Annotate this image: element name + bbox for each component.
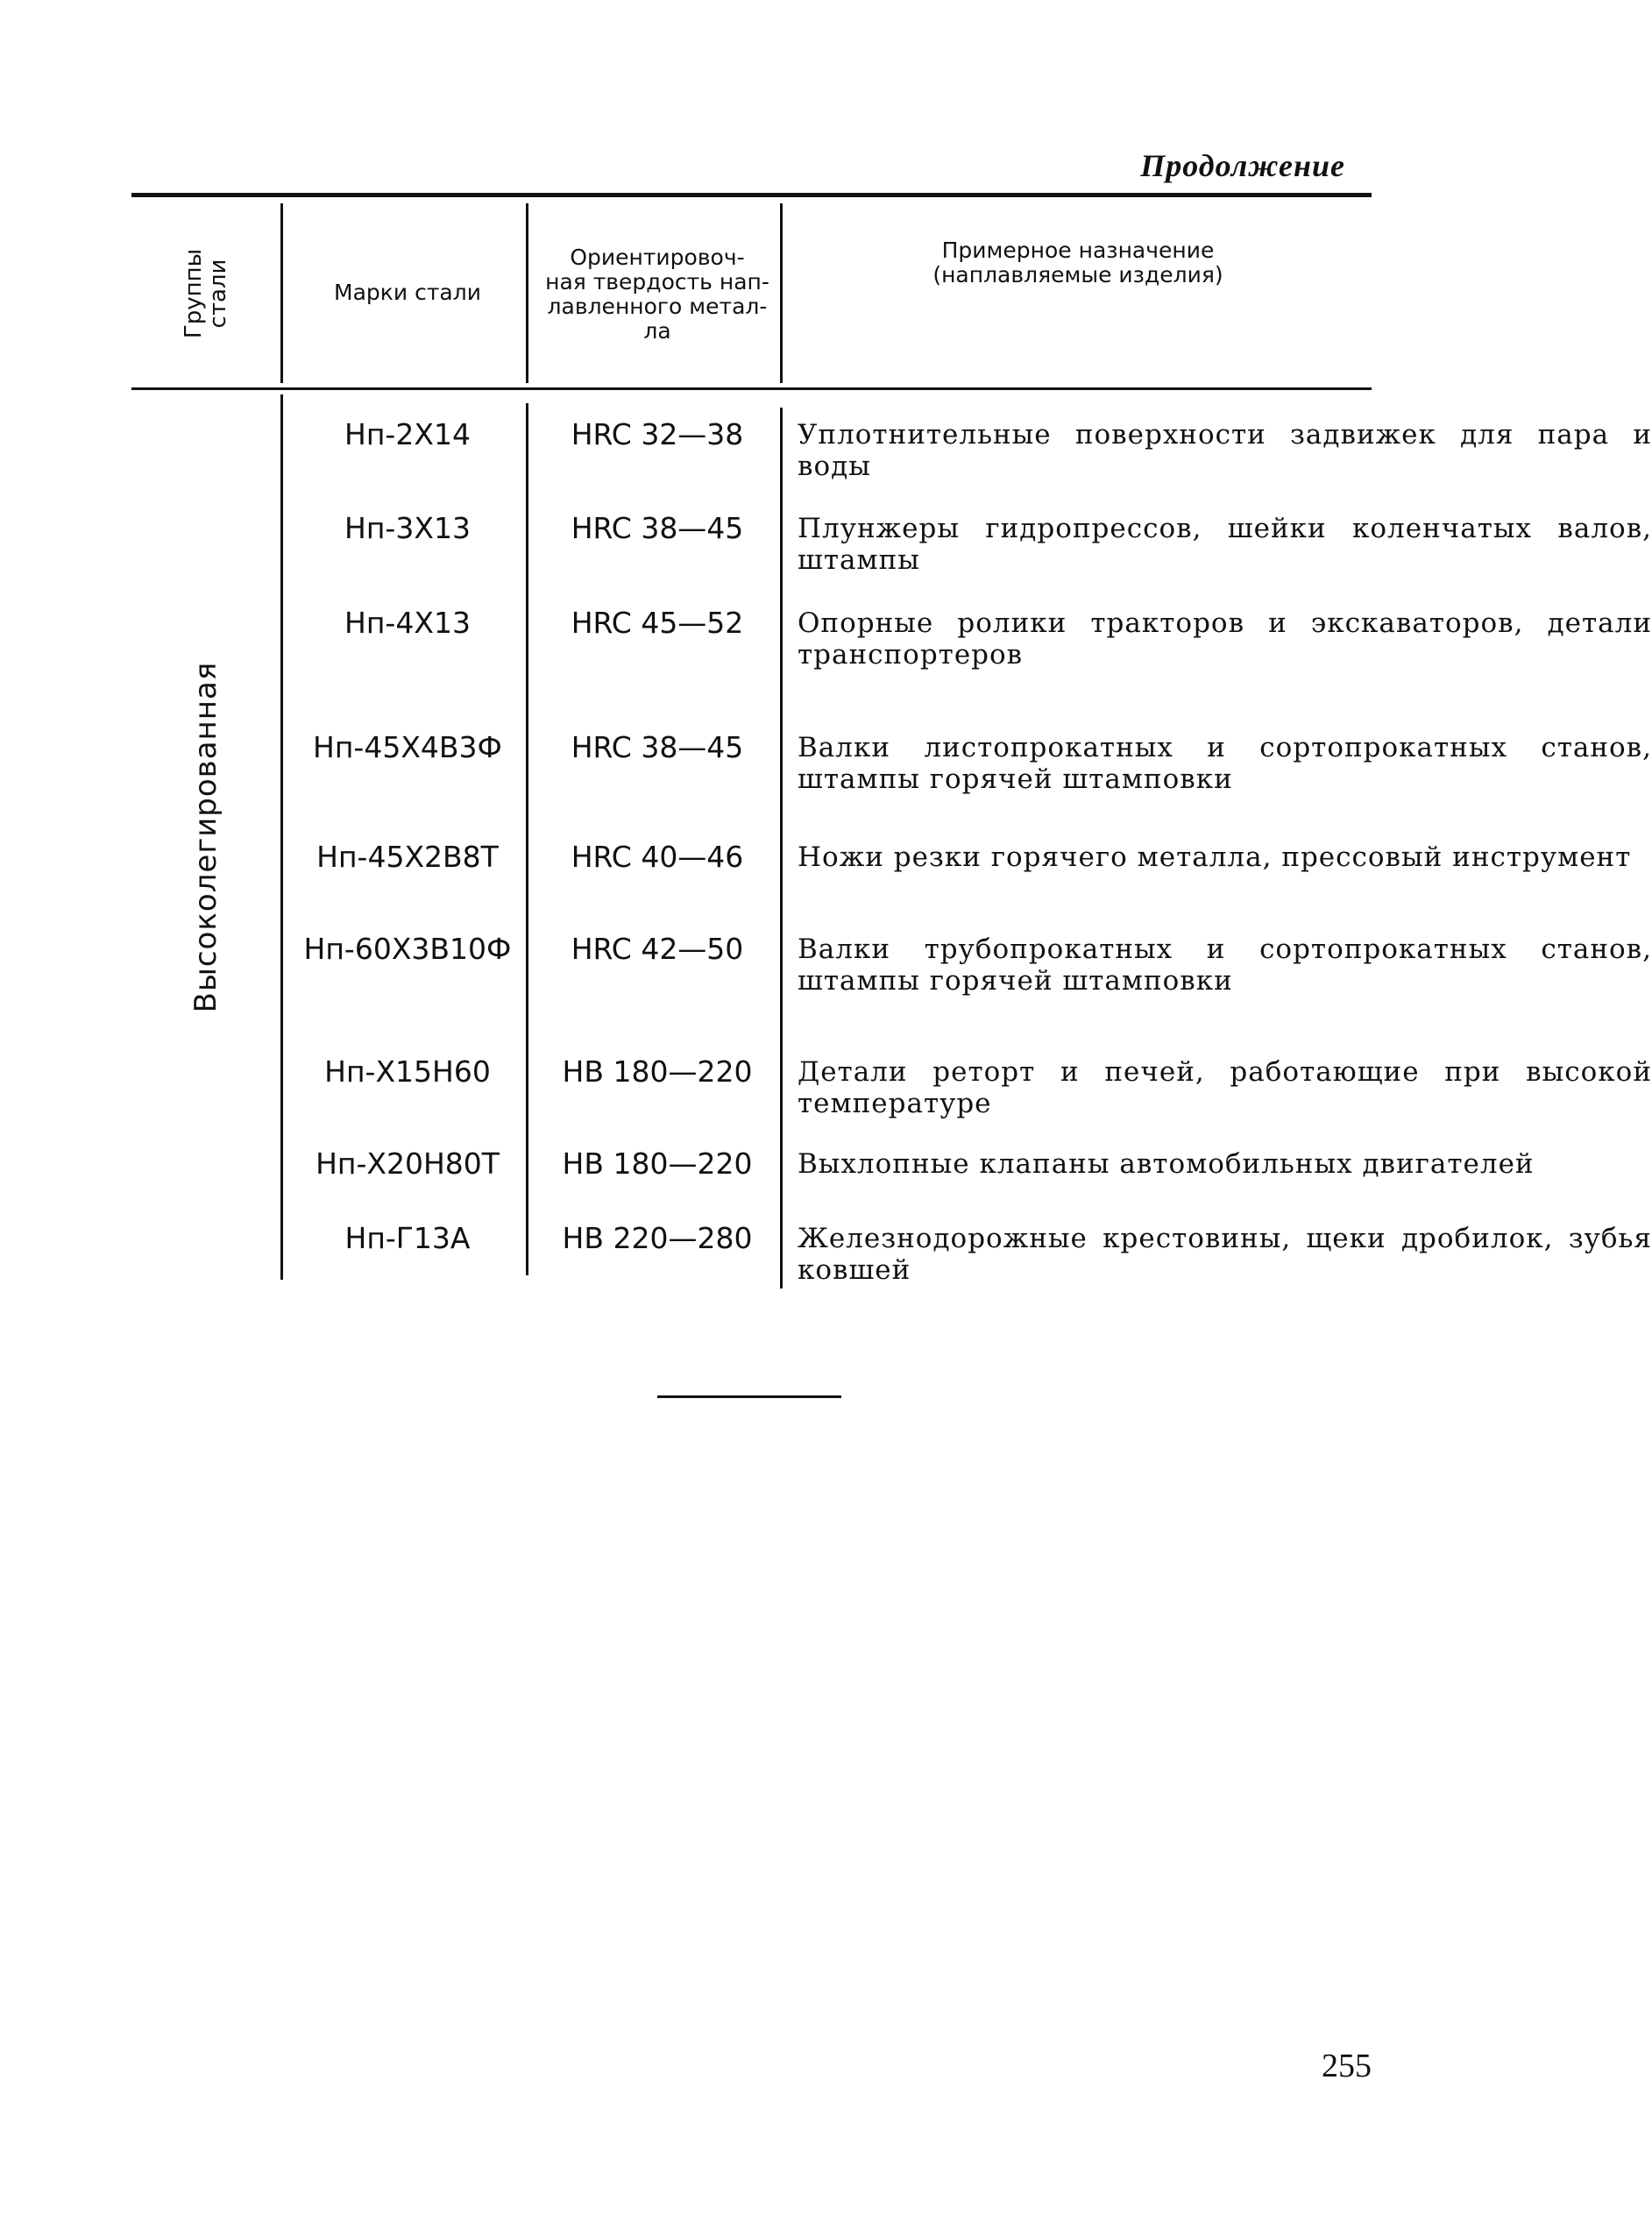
section-end-rule [657, 1395, 841, 1398]
hardness-value: HB 180—220 [562, 1146, 753, 1181]
table-top-rule [131, 193, 1372, 197]
hardness-value: HRC 40—46 [571, 840, 744, 874]
header-hardness-label: Ориентировоч- ная твердость нап- лавленного метал- ла [545, 245, 769, 344]
continuation-label: Продолжение [1140, 148, 1345, 183]
steel-mark: Нп-Х15Н60 [324, 1054, 491, 1089]
hardness-value: HRC 32—38 [571, 417, 744, 451]
group-cell [131, 394, 280, 1280]
header-group-cell [131, 202, 280, 386]
page-number: 255 [1322, 2048, 1372, 2084]
header-col-divider-1 [280, 203, 283, 383]
header-group-label: Группы стали [181, 248, 231, 339]
purpose-text: Валки листопрокатных и сортопрокатных станов, штампы горячей штамповки [798, 732, 1652, 795]
header-bottom-rule [131, 387, 1372, 390]
purpose-text: Ножи резки горячего металла, прессовый инструмент [798, 841, 1632, 873]
steel-mark: Нп-Х20Н80Т [316, 1146, 500, 1181]
hardness-value: HRC 45—52 [571, 606, 744, 640]
header-purpose-label: Примерное назначение (наплавляемые изделия) [932, 238, 1223, 287]
body-col-divider-1 [280, 394, 283, 1280]
header-mark-label: Марки стали [334, 280, 481, 305]
steel-mark: Нп-Г13А [344, 1221, 471, 1255]
purpose-text: Железнодорожные крестовины, щеки дробилок, зубья ковшей [798, 1223, 1652, 1286]
hardness-value: HRC 38—45 [571, 730, 744, 764]
purpose-text: Плунжеры гидропрессов, шейки коленчатых валов, штампы [798, 513, 1652, 576]
purpose-text: Опорные ролики тракторов и экскаваторов, детали транспортеров [798, 607, 1652, 671]
hardness-value: HRC 38—45 [571, 511, 744, 545]
steel-mark: Нп-4Х13 [344, 606, 471, 640]
hardness-value: HB 180—220 [562, 1054, 753, 1089]
group-name: Высоколегированная [188, 661, 223, 1013]
steel-mark: Нп-2Х14 [344, 417, 471, 451]
purpose-text: Валки трубопрокатных и сортопрокатных станов, штампы горячей штамповки [798, 933, 1652, 997]
hardness-value: HRC 42—50 [571, 932, 744, 966]
steel-mark: Нп-45Х2В8Т [316, 840, 499, 874]
steel-mark: Нп-60Х3В10Ф [303, 932, 512, 966]
purpose-text: Детали реторт и печей, работающие при высокой температуре [798, 1056, 1652, 1119]
hardness-value: HB 220—280 [562, 1221, 753, 1255]
steel-mark: Нп-3Х13 [344, 511, 471, 545]
steel-mark: Нп-45Х4В3Ф [313, 730, 502, 764]
purpose-text: Выхлопные клапаны автомобильных двигателей [798, 1148, 1535, 1180]
purpose-text: Уплотнительные поверхности задвижек для пара и воды [798, 419, 1652, 482]
